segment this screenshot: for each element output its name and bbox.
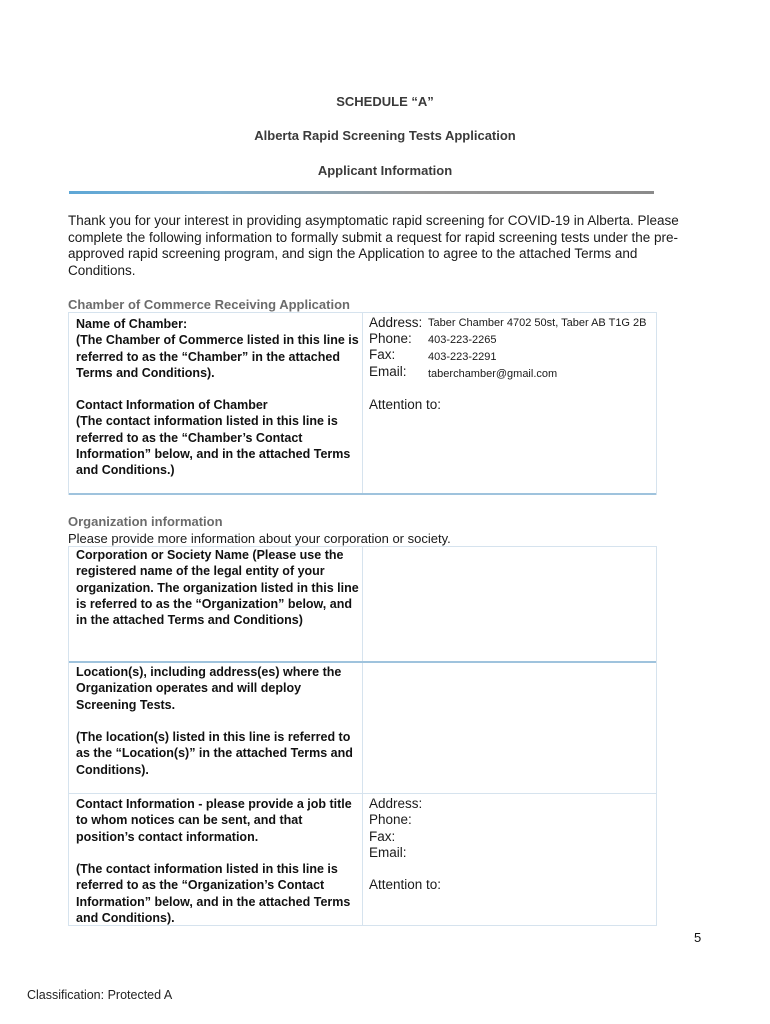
table-bottom-rule bbox=[69, 493, 656, 495]
row-divider bbox=[69, 793, 656, 794]
chamber-contact-label: Contact Information of Chamber (The contact information listed in this line is referred to as the “Chamber’s Contact Information” below, and in the attached Terms and Conditions.) bbox=[76, 398, 351, 478]
classification-footer: Classification: Protected A bbox=[27, 988, 173, 1002]
chamber-email-field[interactable]: taberchamber@gmail.com bbox=[428, 368, 558, 380]
org-attention-label: Attention to: bbox=[369, 877, 442, 892]
org-section-subheading: Please provide more information about your corporation or society. bbox=[68, 531, 451, 546]
document-title: Alberta Rapid Screening Tests Application bbox=[254, 128, 516, 143]
org-fax-label: Fax: bbox=[369, 829, 396, 844]
org-email-label: Email: bbox=[369, 845, 407, 860]
chamber-name-label: Name of Chamber: (The Chamber of Commerce listed in this line is referred to as the “Chamber” in the attached Terms and Conditions). bbox=[76, 317, 359, 380]
chamber-address-label: Address: bbox=[369, 315, 423, 330]
row-divider bbox=[69, 661, 656, 663]
chamber-attention-label: Attention to: bbox=[369, 397, 442, 412]
intro-paragraph: Thank you for your interest in providing asymptomatic rapid screening for COVID-19 in Alberta. Please complete the following information to formally submit a request for rapid screening tests under the pre-approved rapid screening program, and sign the Application to agree to the attached Terms and Conditions. bbox=[68, 213, 679, 278]
chamber-table bbox=[68, 312, 657, 495]
column-divider bbox=[362, 313, 363, 494]
chamber-phone-label: Phone: bbox=[369, 331, 412, 346]
chamber-section-heading: Chamber of Commerce Receiving Application bbox=[68, 297, 350, 312]
org-address-label: Address: bbox=[369, 796, 423, 811]
org-contact-label: Contact Information - please provide a job title to whom notices can be sent, and that position’s contact information. (The contact information listed in this line is referred to as the “Organization’s Contact Information” below, and in the attached Terms and Conditions). bbox=[76, 797, 352, 926]
organization-table bbox=[68, 546, 657, 926]
org-section-heading: Organization information bbox=[68, 514, 223, 529]
column-divider bbox=[362, 547, 363, 925]
section-subtitle: Applicant Information bbox=[317, 163, 453, 178]
chamber-email-label: Email: bbox=[369, 364, 407, 379]
chamber-fax-label: Fax: bbox=[369, 347, 396, 362]
page-number: 5 bbox=[694, 930, 702, 945]
location-label: Location(s), including address(es) where the Organization operates and will deploy Screening Tests. (The location(s) listed in this line is referred to as the “Location(s)” in the attached Terms and Conditions). bbox=[76, 665, 353, 777]
chamber-phone-field[interactable]: 403-223-2265 bbox=[428, 334, 497, 346]
corp-name-label: Corporation or Society Name (Please use the registered name of the legal entity of your organization. The organization listed in this line is referred to as the “Organization” below, and in the attached Terms and Conditions) bbox=[76, 548, 359, 628]
schedule-heading: SCHEDULE “A” bbox=[336, 94, 434, 109]
header-divider bbox=[69, 191, 654, 194]
chamber-address-field[interactable]: Taber Chamber 4702 50st, Taber AB T1G 2B bbox=[428, 317, 647, 329]
chamber-fax-field[interactable]: 403-223-2291 bbox=[428, 351, 497, 363]
org-phone-label: Phone: bbox=[369, 812, 412, 827]
